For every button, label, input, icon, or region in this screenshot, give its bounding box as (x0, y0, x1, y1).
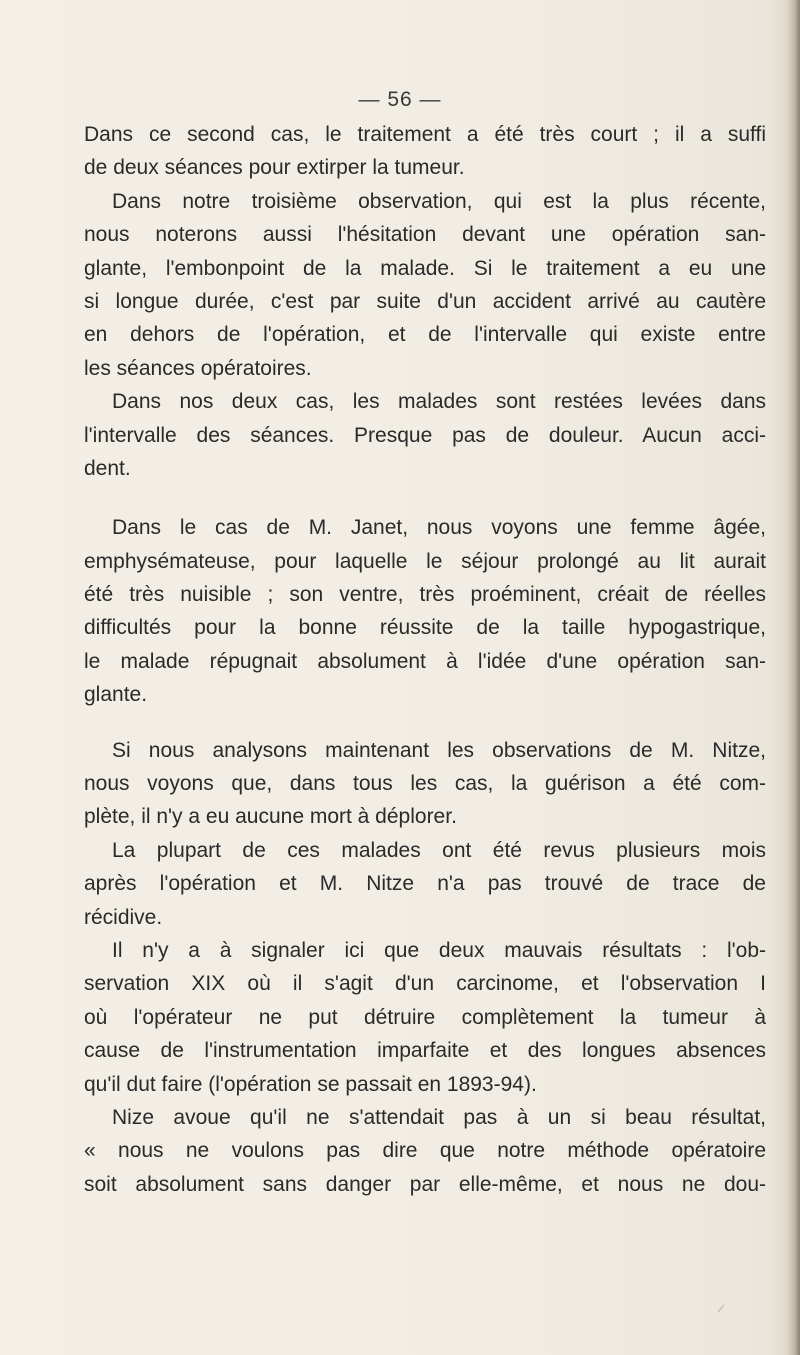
text-line: « nous ne voulons pas dire que notre méthode opératoire (84, 1139, 766, 1163)
text-line: soit absolument sans danger par elle-même, et nous ne dou- (84, 1172, 766, 1196)
text-line: glante, l'embonpoint de la malade. Si le traitement a eu une (84, 256, 766, 280)
text-line: en dehors de l'opération, et de l'intervalle qui existe entre (84, 323, 766, 347)
paragraph (84, 185, 766, 385)
paragraph (84, 934, 766, 1101)
text-line: qu'il dut faire (l'opération se passait en 1893-94). (84, 1072, 537, 1096)
text-line: où l'opérateur ne put détruire complètement la tumeur à (84, 1005, 766, 1029)
text-line: La plupart de ces malades ont été revus plusieurs mois (112, 838, 766, 862)
text-line: après l'opération et M. Nitze n'a pas trouvé de trace de (84, 872, 766, 896)
text-line: Dans ce second cas, le traitement a été très court ; il a suffi (84, 123, 766, 146)
paragraph (84, 385, 766, 485)
paragraph (84, 834, 766, 934)
paragraph-gap (84, 485, 766, 511)
paragraph (84, 118, 766, 185)
text-line: Il n'y a à signaler ici que deux mauvais résultats : l'ob- (112, 938, 766, 962)
paragraph (84, 511, 766, 711)
text-line: Dans le cas de M. Janet, nous voyons une femme âgée, (112, 516, 766, 540)
text-line: récidive. (84, 905, 163, 929)
text-line: Dans notre troisième observation, qui est la plus récente, (112, 189, 766, 213)
text-line: plète, il n'y a eu aucune mort à déplorer. (84, 805, 457, 829)
page-edge-shadow (786, 0, 800, 1355)
text-line: nous noterons aussi l'hésitation devant une opération san- (84, 223, 766, 247)
text-line: dent. (84, 456, 131, 480)
text-line: de deux séances pour extirper la tumeur. (84, 156, 465, 180)
text-line: Si nous analysons maintenant les observations de M. Nitze, (112, 738, 766, 762)
text-line: cause de l'instrumentation imparfaite et des longues absences (84, 1039, 766, 1063)
text-line: emphysémateuse, pour laquelle le séjour prolongé au lit aurait (84, 549, 766, 573)
text-line: nous voyons que, dans tous les cas, la guérison a été com- (84, 772, 766, 796)
text-line: glante. (84, 683, 148, 707)
text-line: l'intervalle des séances. Presque pas de douleur. Aucun acci- (84, 423, 766, 447)
text-line: Dans nos deux cas, les malades sont restées levées dans (112, 390, 766, 414)
text-line: été très nuisible ; son ventre, très proéminent, créait de réelles (84, 583, 766, 607)
page-number: — 56 — (358, 88, 442, 111)
text-line: Nize avoue qu'il ne s'attendait pas à un si beau résultat, (112, 1105, 766, 1129)
paragraph (84, 734, 766, 834)
text-line: difficultés pour la bonne réussite de la taille hypogastrique, (84, 616, 766, 640)
paragraph (84, 1101, 766, 1201)
text-line: servation XIX où il s'agit d'un carcinome, et l'observation I (84, 972, 766, 996)
text-line: les séances opératoires. (84, 356, 312, 380)
text-line: le malade répugnait absolument à l'idée d'une opération san- (84, 649, 766, 673)
body-text (84, 118, 766, 1201)
text-line: si longue durée, c'est par suite d'un accident arrivé au cautère (84, 289, 766, 313)
pencil-mark (717, 1304, 724, 1312)
paragraph-gap (84, 712, 766, 734)
